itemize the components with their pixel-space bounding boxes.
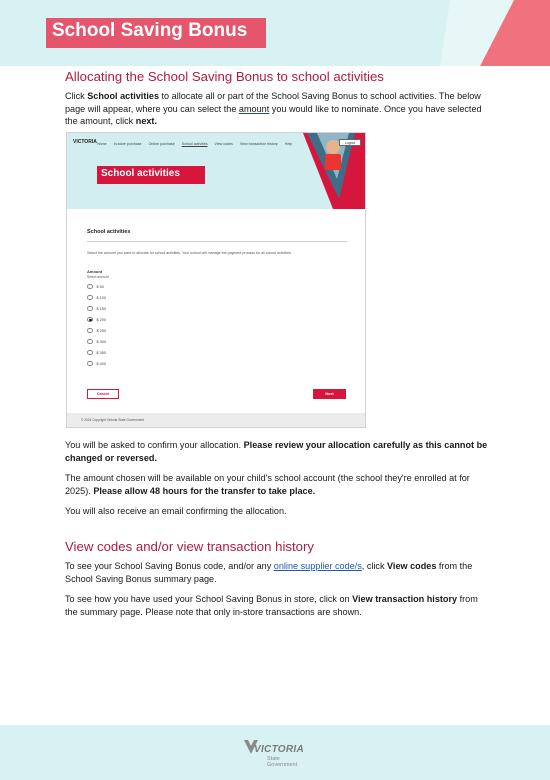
section-heading-allocating: Allocating the School Saving Bonus to school activities (65, 69, 384, 84)
text: To see how you have used your School Saving Bonus in store, click on (65, 594, 353, 604)
shot-logout-button[interactable]: Logout (339, 139, 361, 146)
amount-option-label: $ 150 (96, 306, 107, 311)
section-heading-view-codes: View codes and/or view transaction history (65, 539, 314, 554)
shot-cancel-button[interactable]: Cancel (87, 389, 119, 399)
paragraph-email: You will also receive an email confirming the allocation. (65, 506, 287, 516)
radio-button[interactable] (87, 284, 93, 290)
amount-option-label: $ 300 (96, 339, 107, 344)
paragraph-availability (65, 472, 490, 497)
shot-victoria-logo: VICTORIA (73, 139, 97, 145)
text: You will be asked to confirm your allocation. (65, 440, 244, 450)
shot-nav-item[interactable]: Home (97, 142, 107, 146)
shot-divider (87, 241, 347, 242)
shot-nav-item[interactable]: Help (284, 142, 293, 146)
bold-text: next. (135, 116, 157, 126)
bold-text: View codes (387, 561, 437, 571)
footer-sub-line: Government (267, 762, 298, 768)
shot-nav-item[interactable]: View transaction history (239, 142, 278, 146)
paragraph-view-codes (65, 560, 490, 585)
text: to allocate all or part of the School Saving Bonus to school activities. The below page will appear, where you can select the (65, 91, 481, 114)
radio-button[interactable] (87, 361, 93, 367)
shot-card-title: School activities (87, 229, 131, 235)
text: , click (361, 561, 388, 571)
shot-nav-item-active[interactable]: School activities (181, 142, 208, 146)
underlined-text: amount (238, 103, 270, 114)
text: The amount chosen will be available on your child's school account (the school they're enrolled at for 2025). (65, 473, 470, 496)
amount-option-label: $ 350 (96, 350, 107, 355)
shot-hero-title: School activities (101, 168, 180, 179)
amount-option[interactable] (87, 338, 106, 345)
shot-footer-copyright: © 2024 Copyright Victoria State Government (81, 418, 145, 422)
bold-text: School activities (87, 91, 159, 101)
radio-button-checked[interactable] (87, 317, 93, 323)
amount-option[interactable] (87, 349, 106, 356)
amount-option[interactable] (87, 360, 106, 367)
amount-option-label: $ 200 (96, 317, 107, 322)
amount-option-label: $ 100 (96, 295, 107, 300)
footer-sub-line: State (267, 756, 280, 762)
text: from the School Saving Bonus summary page. (65, 561, 473, 584)
online-supplier-codes-link[interactable]: online supplier code/s (273, 561, 362, 571)
radio-button[interactable] (87, 328, 93, 334)
amount-option-label: $ 50 (96, 284, 104, 289)
shot-nav-item[interactable]: View codes (214, 142, 233, 146)
shot-amount-sublabel: Select amount (87, 275, 109, 279)
shot-nav-item[interactable]: In-store purchase (113, 142, 142, 146)
shot-next-button[interactable]: Next (313, 389, 346, 399)
shot-description: Select the amount you want to allocate for school activities. Your school will manage the payment process for all school activities. (87, 251, 292, 255)
bold-text: Please review your allocation carefully as this cannot be changed or reversed. (65, 440, 488, 463)
paragraph-confirm (65, 439, 490, 464)
paragraph-allocate-instructions (65, 90, 490, 128)
text: Click (65, 91, 88, 101)
amount-option[interactable] (87, 327, 106, 334)
radio-button[interactable] (87, 350, 93, 356)
radio-button[interactable] (87, 295, 93, 301)
text: To see your School Saving Bonus code, and/or any (65, 561, 274, 571)
text: you would like to nominate. Once you have selected the amount, click (65, 103, 482, 126)
bold-text: Please allow 48 hours for the transfer to take place. (93, 485, 316, 496)
shot-amount-label: Amount (87, 269, 103, 274)
school-activities-screenshot (66, 132, 366, 428)
amount-option-label: $ 250 (96, 328, 107, 333)
radio-button[interactable] (87, 306, 93, 312)
paragraph-transaction-history (65, 593, 490, 618)
amount-option[interactable] (87, 294, 106, 301)
bold-text: View transaction history (352, 594, 458, 604)
shot-nav-item[interactable]: Online purchase (148, 142, 175, 146)
page-title: School Saving Bonus (52, 20, 248, 41)
amount-option-selected[interactable] (87, 316, 106, 323)
shot-nav (97, 142, 292, 146)
amount-option[interactable] (87, 305, 106, 312)
amount-option[interactable] (87, 283, 104, 290)
footer-victoria-wordmark: VICTORIA (254, 744, 304, 755)
text: from the summary page. Please note that only in-store transactions are shown. (65, 594, 478, 617)
radio-button[interactable] (87, 339, 93, 345)
amount-option-label: $ 400 (96, 361, 107, 366)
footer-state-government (267, 756, 297, 768)
